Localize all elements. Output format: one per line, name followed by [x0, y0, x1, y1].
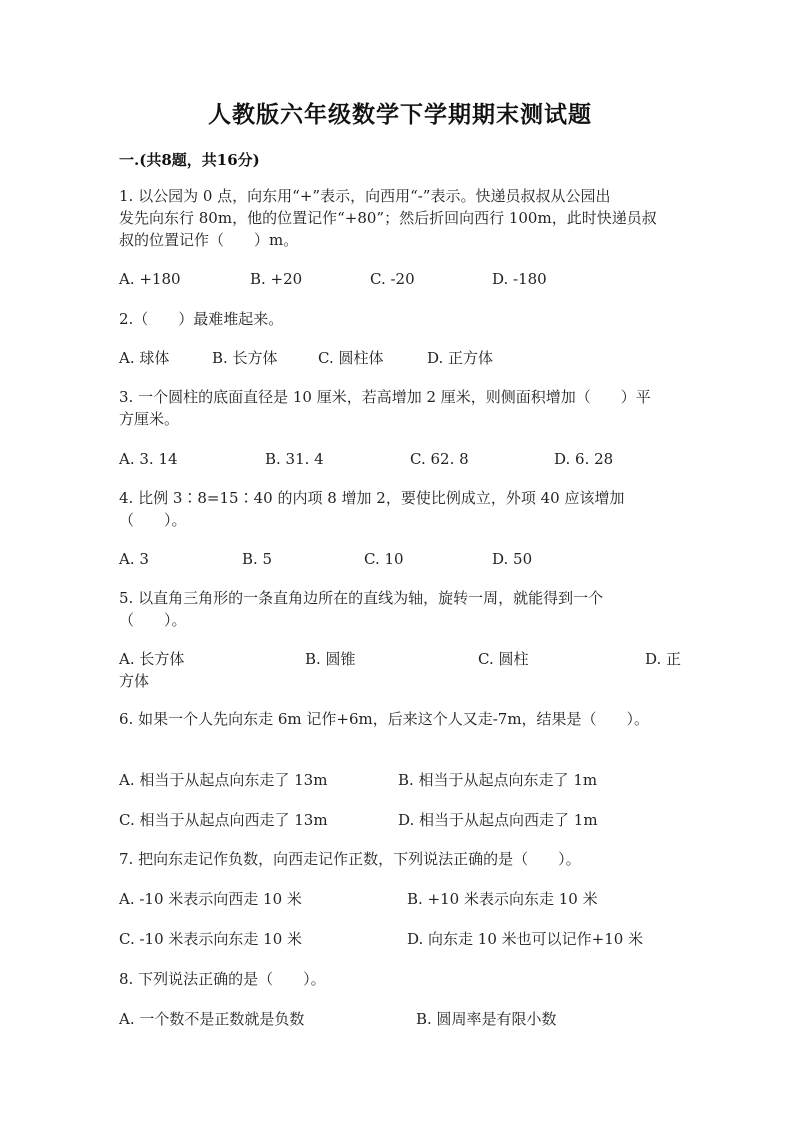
question-7-option-c: C. -10 米表示向东走 10 米: [119, 930, 303, 948]
question-3-option-b: B. 31. 4: [265, 450, 324, 468]
question-6-option-b: B. 相当于从起点向东走了 1m: [398, 771, 598, 789]
question-2-option-c: C. 圆柱体: [318, 349, 384, 367]
question-3-option-c: C. 62. 8: [410, 450, 469, 468]
question-1-stem-line: 1. 以公园为 0 点，向东用“+”表示，向西用“-”表示。快递员叔叔从公园出: [119, 187, 611, 205]
question-2-option-d: D. 正方体: [427, 349, 494, 367]
question-3-option-a: A. 3. 14: [119, 450, 178, 468]
question-4-option-d: D. 50: [492, 550, 533, 568]
question-6-stem-line: 6. 如果一个人先向东走 6m 记作+6m，后来这个人又走-7m，结果是（ ）。: [119, 710, 650, 728]
question-5-stem-line: 5. 以直角三角形的一条直角边所在的直线为轴，旋转一周，就能得到一个: [119, 589, 604, 607]
question-4-option-c: C. 10: [364, 550, 404, 568]
question-2-stem-line: 2.（ ）最难堆起来。: [119, 310, 284, 328]
question-6-option-c: C. 相当于从起点向西走了 13m: [119, 811, 328, 829]
question-8-stem-line: 8. 下列说法正确的是（ ）。: [119, 970, 326, 988]
question-5-option-c: C. 圆柱: [478, 650, 529, 668]
question-4-stem-line: （ ）。: [119, 511, 187, 529]
question-5-stem-line: （ ）。: [119, 611, 187, 629]
question-8-option-a: A. 一个数不是正数就是负数: [119, 1010, 305, 1028]
question-5-option-d-wrap: 方体: [119, 672, 150, 690]
question-5-option-b: B. 圆锥: [305, 650, 356, 668]
question-4-stem-line: 4. 比例 3∶8=15∶40 的内项 8 增加 2，要使比例成立，外项 40 应该增加: [119, 489, 625, 507]
question-1-option-d: D. -180: [492, 270, 547, 288]
question-1-option-a: A. +180: [119, 270, 181, 288]
question-5-option-d: D. 正: [645, 650, 682, 668]
question-6-option-a: A. 相当于从起点向东走了 13m: [119, 771, 328, 789]
question-2-option-a: A. 球体: [119, 349, 170, 367]
question-5-option-a: A. 长方体: [119, 650, 185, 668]
question-1-option-c: C. -20: [370, 270, 415, 288]
page-title: 人教版六年级数学下学期期末测试题: [208, 101, 592, 128]
question-3-stem-line: 3. 一个圆柱的底面直径是 10 厘米，若高增加 2 厘米，则侧面积增加（ ）平: [119, 388, 651, 406]
question-7-stem-line: 7. 把向东走记作负数，向西走记作正数，下列说法正确的是（ ）。: [119, 850, 581, 868]
question-4-option-a: A. 3: [119, 550, 149, 568]
question-1-option-b: B. +20: [250, 270, 303, 288]
question-7-option-a: A. -10 米表示向西走 10 米: [119, 890, 302, 908]
question-3-option-d: D. 6. 28: [554, 450, 614, 468]
question-1-stem-line: 叔的位置记作（ ）m。: [119, 231, 299, 249]
question-2-option-b: B. 长方体: [212, 349, 278, 367]
question-1-stem-line: 发先向东行 80m，他的位置记作“+80”；然后折回向西行 100m，此时快递员叔: [119, 209, 657, 227]
question-7-option-d: D. 向东走 10 米也可以记作+10 米: [407, 930, 644, 948]
question-7-option-b: B. +10 米表示向东走 10 米: [407, 890, 598, 908]
question-6-option-d: D. 相当于从起点向西走了 1m: [398, 811, 598, 829]
question-8-option-b: B. 圆周率是有限小数: [416, 1010, 557, 1028]
section-heading: 一.(共8题，共16分): [119, 151, 260, 169]
question-4-option-b: B. 5: [242, 550, 273, 568]
question-3-stem-line: 方厘米。: [119, 410, 180, 428]
